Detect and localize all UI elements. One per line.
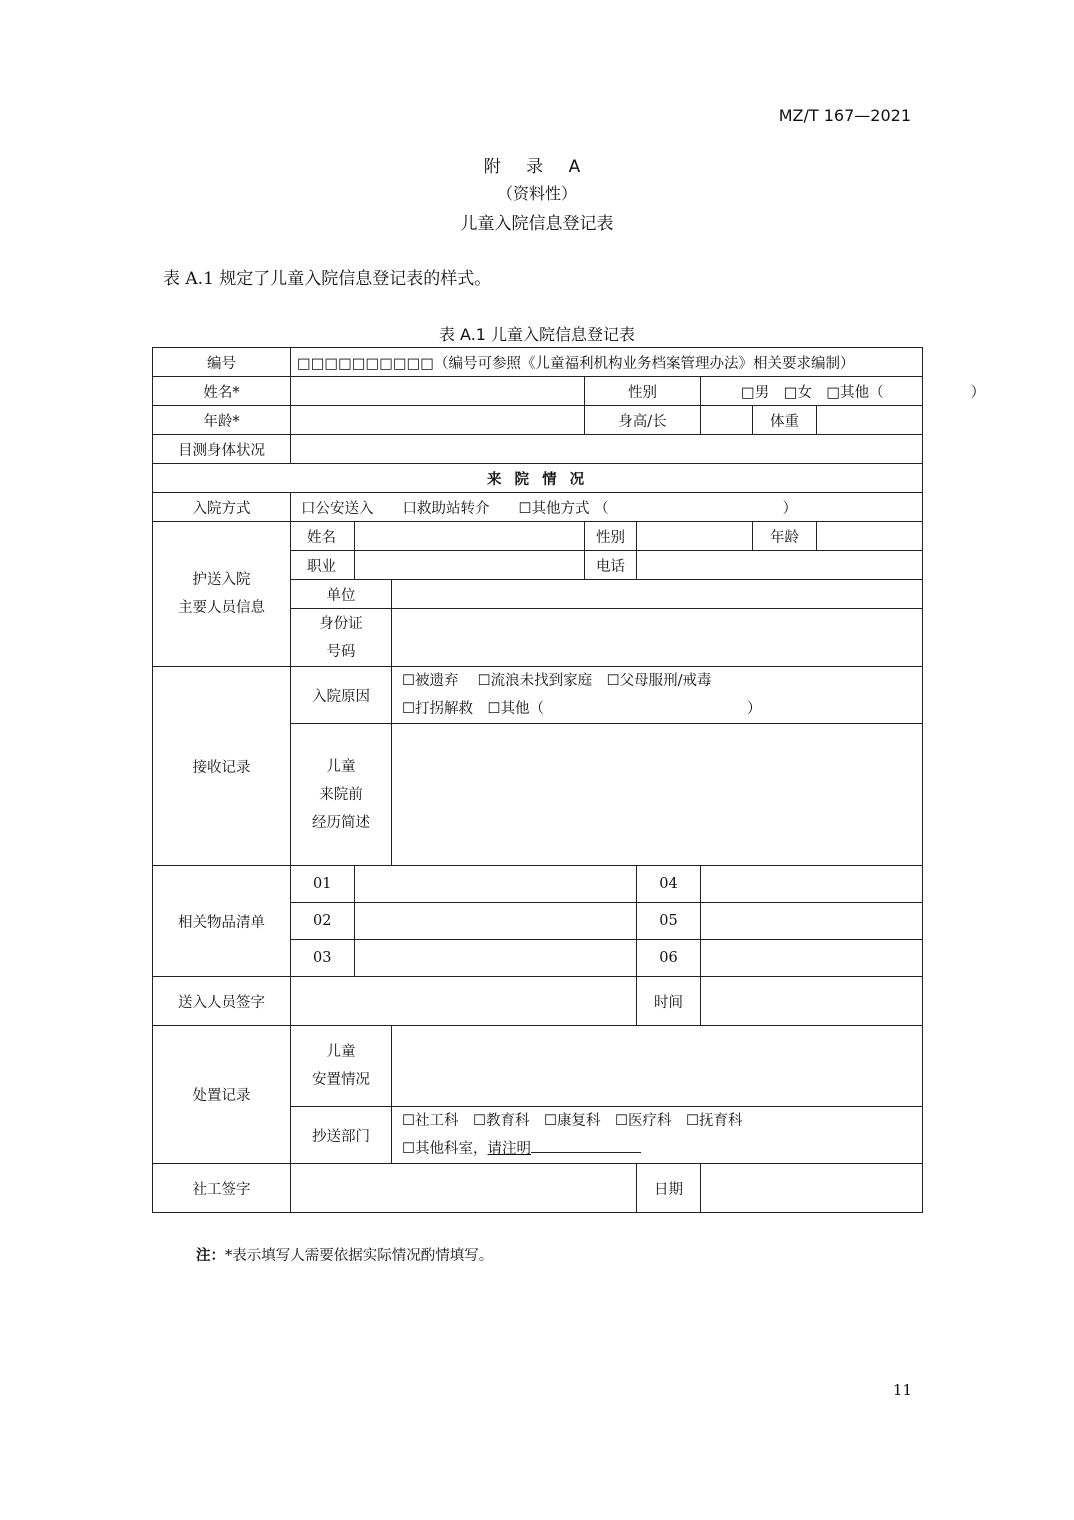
row-items-1	[153, 866, 923, 903]
item-number: 05	[637, 903, 701, 940]
row-age-height-weight	[153, 406, 923, 435]
escort-id-label	[291, 609, 392, 667]
item-number: 04	[637, 866, 701, 903]
escort-name-label: 姓名	[291, 522, 355, 551]
height-field[interactable]	[701, 406, 753, 435]
intro-paragraph: 表 A.1 规定了儿童入院信息登记表的样式。	[163, 269, 492, 289]
history-field[interactable]	[392, 724, 923, 866]
code-value[interactable]: □□□□□□□□□□（编号可参照《儿童福利机构业务档案管理办法》相关要求编制）	[291, 348, 923, 377]
cc-line2-note: 请注明	[487, 1141, 531, 1157]
item-field[interactable]	[355, 903, 637, 940]
row-admission-method	[153, 493, 923, 522]
row-visual-health	[153, 435, 923, 464]
note-text: *表示填写人需要依据实际情况酌情填写。	[225, 1248, 494, 1264]
escort-info-label	[153, 522, 291, 667]
footnote	[196, 1244, 493, 1265]
disposal-record-label: 处置记录	[153, 1026, 291, 1164]
placement-field[interactable]	[392, 1026, 923, 1107]
code-label: 编号	[153, 348, 291, 377]
reason-line1[interactable]: ☐被遗弃 ☐流浪未找到家庭 ☐父母服刑/戒毒	[402, 673, 712, 689]
escort-label-line1: 护送入院	[192, 572, 251, 588]
date-field[interactable]	[701, 1164, 923, 1213]
reason-line2[interactable]: ☐打拐解救 ☐其他（ ）	[402, 701, 762, 717]
history-label-line1: 儿童	[326, 758, 356, 775]
receive-record-label: 接收记录	[153, 667, 291, 866]
row-code	[153, 348, 923, 377]
escort-label-line2: 主要人员信息	[178, 600, 265, 616]
registration-form-table	[152, 347, 986, 1213]
escort-phone-label: 电话	[585, 551, 637, 580]
cc-other-blank[interactable]	[531, 1138, 641, 1153]
escort-gender-field[interactable]	[637, 522, 753, 551]
appendix-label: 附 录 A	[483, 157, 591, 177]
age-label: 年龄*	[153, 406, 291, 435]
placement-label-line2: 安置情况	[312, 1072, 370, 1088]
escort-age-field[interactable]	[817, 522, 923, 551]
admission-method-options[interactable]: 口公安送入 口救助站转介 ☐其他方式 （ ）	[291, 493, 923, 522]
appendix-title: 儿童入院信息登记表	[460, 214, 614, 234]
row-sender-sign	[153, 977, 923, 1026]
cc-department-label: 抄送部门	[291, 1107, 392, 1164]
note-prefix: 注：	[196, 1248, 225, 1264]
standard-code: MZ/T 167—2021	[778, 106, 911, 125]
date-label: 日期	[637, 1164, 701, 1213]
escort-job-label: 职业	[291, 551, 355, 580]
item-field[interactable]	[701, 866, 923, 903]
visual-health-field[interactable]	[291, 435, 923, 464]
sender-sign-label: 送入人员签字	[153, 977, 291, 1026]
appendix-type: （资料性）	[496, 184, 577, 203]
escort-id-label-line1: 身份证	[319, 615, 363, 632]
row-admission-reason	[153, 667, 923, 724]
cc-line1[interactable]: ☐社工科 ☐教育科 ☐康复科 ☐医疗科 ☐抚育科	[402, 1113, 743, 1129]
age-field[interactable]	[291, 406, 585, 435]
placement-label	[291, 1026, 392, 1107]
escort-id-label-line2: 号码	[326, 643, 356, 660]
arrival-section-title: 来 院 情 况	[153, 464, 923, 493]
cc-line2-prefix[interactable]: ☐其他科室，	[402, 1141, 488, 1157]
escort-unit-label: 单位	[291, 580, 392, 609]
sender-sign-field[interactable]	[291, 977, 637, 1026]
item-field[interactable]	[701, 940, 923, 977]
gender-options[interactable]: □男 □女 □其他（ ）	[701, 377, 923, 406]
escort-job-field[interactable]	[355, 551, 585, 580]
escort-unit-field[interactable]	[392, 580, 923, 609]
social-worker-sign-field[interactable]	[291, 1164, 637, 1213]
escort-id-field[interactable]	[392, 609, 923, 667]
row-social-worker-sign	[153, 1164, 923, 1213]
admission-reason-label: 入院原因	[291, 667, 392, 724]
social-worker-sign-label: 社工签字	[153, 1164, 291, 1213]
name-field[interactable]	[291, 377, 585, 406]
cc-department-options[interactable]	[392, 1107, 923, 1164]
admission-reason-options[interactable]	[392, 667, 923, 724]
escort-gender-label: 性别	[585, 522, 637, 551]
item-field[interactable]	[355, 866, 637, 903]
time-label: 时间	[637, 977, 701, 1026]
item-number: 06	[637, 940, 701, 977]
name-label: 姓名*	[153, 377, 291, 406]
history-label-line2: 来院前	[319, 786, 363, 803]
time-field[interactable]	[701, 977, 923, 1026]
item-field[interactable]	[355, 940, 637, 977]
row-name-gender	[153, 377, 923, 406]
row-arrival-section	[153, 464, 923, 493]
item-number: 02	[291, 903, 355, 940]
history-label	[291, 724, 392, 866]
item-number: 01	[291, 866, 355, 903]
escort-age-label: 年龄	[753, 522, 817, 551]
visual-health-label: 目测身体状况	[153, 435, 291, 464]
escort-phone-field[interactable]	[637, 551, 923, 580]
height-label: 身高/长	[585, 406, 701, 435]
weight-label: 体重	[753, 406, 817, 435]
escort-name-field[interactable]	[355, 522, 585, 551]
page-number: 11	[892, 1381, 912, 1399]
history-label-line3: 经历简述	[312, 814, 370, 831]
table-caption: 表 A.1 儿童入院信息登记表	[438, 325, 636, 344]
row-escort-name	[153, 522, 923, 551]
items-label: 相关物品清单	[153, 866, 291, 977]
row-placement	[153, 1026, 923, 1107]
weight-field[interactable]	[817, 406, 923, 435]
item-number: 03	[291, 940, 355, 977]
admission-method-label: 入院方式	[153, 493, 291, 522]
placement-label-line1: 儿童	[326, 1044, 356, 1060]
gender-label: 性别	[585, 377, 701, 406]
item-field[interactable]	[701, 903, 923, 940]
